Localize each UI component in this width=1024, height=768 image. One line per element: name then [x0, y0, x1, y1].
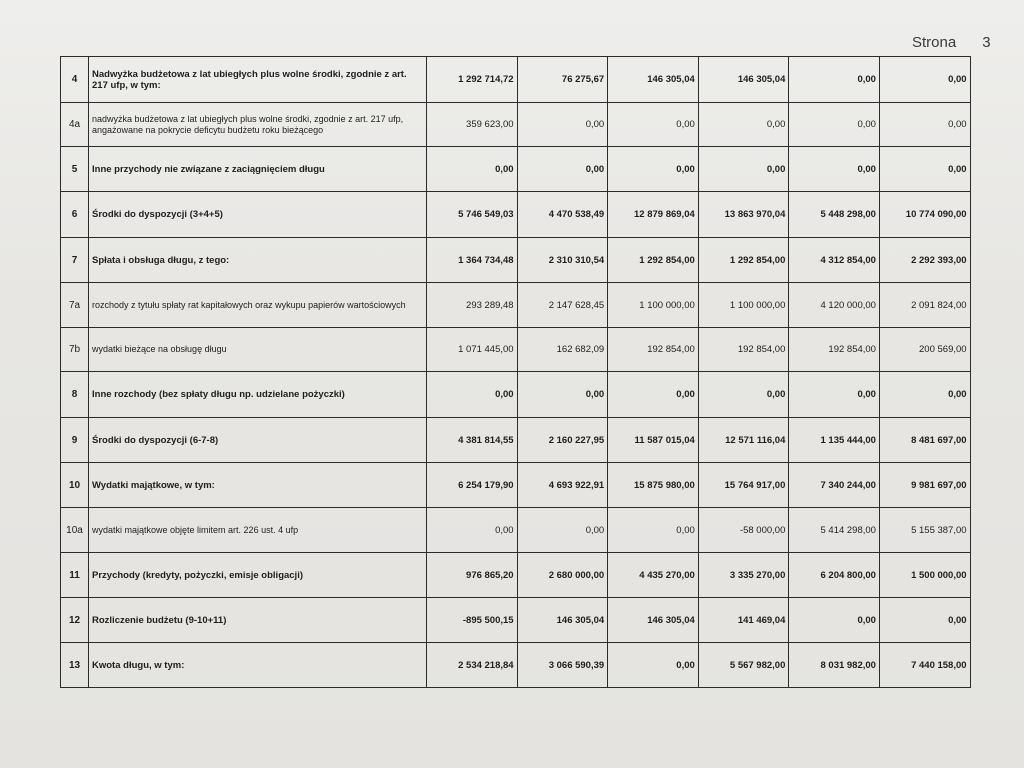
value-cell: 0,00	[427, 147, 518, 192]
table-row	[61, 192, 971, 238]
value-cell: -58 000,00	[698, 508, 789, 553]
value-cell: 0,00	[879, 147, 970, 192]
row-number: 8	[61, 372, 89, 418]
value-cell: 146 305,04	[698, 57, 789, 103]
value-cell: 0,00	[517, 103, 608, 147]
value-cell: 146 305,04	[608, 598, 699, 643]
row-number: 6	[61, 192, 89, 238]
value-cell: 2 310 310,54	[517, 238, 608, 283]
value-cell: 0,00	[879, 372, 970, 418]
value-cell: 0,00	[789, 147, 880, 192]
value-cell: 15 764 917,00	[698, 463, 789, 508]
table-row	[61, 372, 971, 418]
value-cell: 4 312 854,00	[789, 238, 880, 283]
table-row	[61, 147, 971, 192]
value-cell: 0,00	[698, 372, 789, 418]
value-cell: 4 693 922,91	[517, 463, 608, 508]
table-row	[61, 598, 971, 643]
row-number: 4a	[61, 103, 89, 147]
value-cell: 0,00	[517, 147, 608, 192]
value-cell: 5 155 387,00	[879, 508, 970, 553]
table-row	[61, 553, 971, 598]
page-number: 3	[982, 34, 991, 51]
table-row	[61, 643, 971, 688]
value-cell: 1 364 734,48	[427, 238, 518, 283]
value-cell: 293 289,48	[427, 283, 518, 328]
row-number: 4	[61, 57, 89, 103]
value-cell: 146 305,04	[517, 598, 608, 643]
row-description: Inne rozchody (bez spłaty długu np. udzielane pożyczki)	[89, 372, 427, 418]
row-description: Środki do dyspozycji (6-7-8)	[89, 418, 427, 463]
value-cell: 12 571 116,04	[698, 418, 789, 463]
value-cell: 3 335 270,00	[698, 553, 789, 598]
value-cell: 0,00	[698, 147, 789, 192]
row-description: Spłata i obsługa długu, z tego:	[89, 238, 427, 283]
value-cell: 1 100 000,00	[698, 283, 789, 328]
value-cell: 76 275,67	[517, 57, 608, 103]
value-cell: 5 414 298,00	[789, 508, 880, 553]
row-description: Rozliczenie budżetu (9-10+11)	[89, 598, 427, 643]
table-row	[61, 103, 971, 147]
value-cell: 192 854,00	[698, 328, 789, 372]
budget-table-body	[61, 57, 971, 688]
value-cell: 0,00	[427, 372, 518, 418]
value-cell: 200 569,00	[879, 328, 970, 372]
row-description: Wydatki majątkowe, w tym:	[89, 463, 427, 508]
value-cell: 13 863 970,04	[698, 192, 789, 238]
value-cell: 4 470 538,49	[517, 192, 608, 238]
value-cell: 2 160 227,95	[517, 418, 608, 463]
table-row	[61, 238, 971, 283]
value-cell: 0,00	[608, 103, 699, 147]
value-cell: 146 305,04	[608, 57, 699, 103]
value-cell: 1 292 714,72	[427, 57, 518, 103]
row-number: 9	[61, 418, 89, 463]
value-cell: 1 135 444,00	[789, 418, 880, 463]
value-cell: 1 292 854,00	[698, 238, 789, 283]
value-cell: 0,00	[789, 372, 880, 418]
value-cell: 141 469,04	[698, 598, 789, 643]
value-cell: 0,00	[789, 57, 880, 103]
budget-table	[60, 56, 971, 688]
value-cell: 6 204 800,00	[789, 553, 880, 598]
value-cell: 11 587 015,04	[608, 418, 699, 463]
row-description: wydatki bieżące na obsługę długu	[89, 328, 427, 372]
value-cell: 7 340 244,00	[789, 463, 880, 508]
row-number: 10	[61, 463, 89, 508]
value-cell: -895 500,15	[427, 598, 518, 643]
value-cell: 5 746 549,03	[427, 192, 518, 238]
value-cell: 5 448 298,00	[789, 192, 880, 238]
value-cell: 192 854,00	[789, 328, 880, 372]
value-cell: 0,00	[698, 103, 789, 147]
row-description: Inne przychody nie związane z zaciągnięciem długu	[89, 147, 427, 192]
value-cell: 192 854,00	[608, 328, 699, 372]
value-cell: 3 066 590,39	[517, 643, 608, 688]
value-cell: 0,00	[879, 57, 970, 103]
value-cell: 0,00	[608, 643, 699, 688]
row-description: Środki do dyspozycji (3+4+5)	[89, 192, 427, 238]
value-cell: 0,00	[879, 103, 970, 147]
value-cell: 12 879 869,04	[608, 192, 699, 238]
budget-table-wrapper	[60, 56, 970, 688]
row-number: 7b	[61, 328, 89, 372]
value-cell: 0,00	[517, 372, 608, 418]
value-cell: 976 865,20	[427, 553, 518, 598]
row-description: Przychody (kredyty, pożyczki, emisje obligacji)	[89, 553, 427, 598]
value-cell: 7 440 158,00	[879, 643, 970, 688]
table-row	[61, 283, 971, 328]
row-number: 5	[61, 147, 89, 192]
row-description: Kwota długu, w tym:	[89, 643, 427, 688]
table-row	[61, 328, 971, 372]
value-cell: 9 981 697,00	[879, 463, 970, 508]
row-number: 7a	[61, 283, 89, 328]
value-cell: 2 534 218,84	[427, 643, 518, 688]
value-cell: 1 071 445,00	[427, 328, 518, 372]
value-cell: 1 292 854,00	[608, 238, 699, 283]
row-number: 13	[61, 643, 89, 688]
value-cell: 6 254 179,90	[427, 463, 518, 508]
value-cell: 2 292 393,00	[879, 238, 970, 283]
value-cell: 0,00	[879, 598, 970, 643]
value-cell: 0,00	[608, 508, 699, 553]
value-cell: 1 100 000,00	[608, 283, 699, 328]
row-description: nadwyżka budżetowa z lat ubiegłych plus wolne środki, zgodnie z art. 217 ufp, angażowane na pokrycie deficytu budżetu roku bieżącego	[89, 103, 427, 147]
value-cell: 4 381 814,55	[427, 418, 518, 463]
value-cell: 2 680 000,00	[517, 553, 608, 598]
value-cell: 4 435 270,00	[608, 553, 699, 598]
table-row	[61, 418, 971, 463]
row-number: 11	[61, 553, 89, 598]
value-cell: 162 682,09	[517, 328, 608, 372]
page-header	[912, 34, 991, 51]
value-cell: 8 481 697,00	[879, 418, 970, 463]
table-row	[61, 57, 971, 103]
row-number: 12	[61, 598, 89, 643]
value-cell: 8 031 982,00	[789, 643, 880, 688]
row-number: 7	[61, 238, 89, 283]
row-description: Nadwyżka budżetowa z lat ubiegłych plus wolne środki, zgodnie z art. 217 ufp, w tym:	[89, 57, 427, 103]
value-cell: 0,00	[517, 508, 608, 553]
value-cell: 0,00	[427, 508, 518, 553]
value-cell: 0,00	[789, 598, 880, 643]
row-description: rozchody z tytułu spłaty rat kapitałowych oraz wykupu papierów wartościowych	[89, 283, 427, 328]
value-cell: 1 500 000,00	[879, 553, 970, 598]
row-description: wydatki majątkowe objęte limitem art. 226 ust. 4 ufp	[89, 508, 427, 553]
value-cell: 2 147 628,45	[517, 283, 608, 328]
value-cell: 15 875 980,00	[608, 463, 699, 508]
page-label: Strona	[912, 34, 957, 51]
value-cell: 2 091 824,00	[879, 283, 970, 328]
value-cell: 359 623,00	[427, 103, 518, 147]
value-cell: 4 120 000,00	[789, 283, 880, 328]
value-cell: 5 567 982,00	[698, 643, 789, 688]
table-row	[61, 463, 971, 508]
table-row	[61, 508, 971, 553]
row-number: 10a	[61, 508, 89, 553]
value-cell: 10 774 090,00	[879, 192, 970, 238]
value-cell: 0,00	[789, 103, 880, 147]
value-cell: 0,00	[608, 372, 699, 418]
value-cell: 0,00	[608, 147, 699, 192]
